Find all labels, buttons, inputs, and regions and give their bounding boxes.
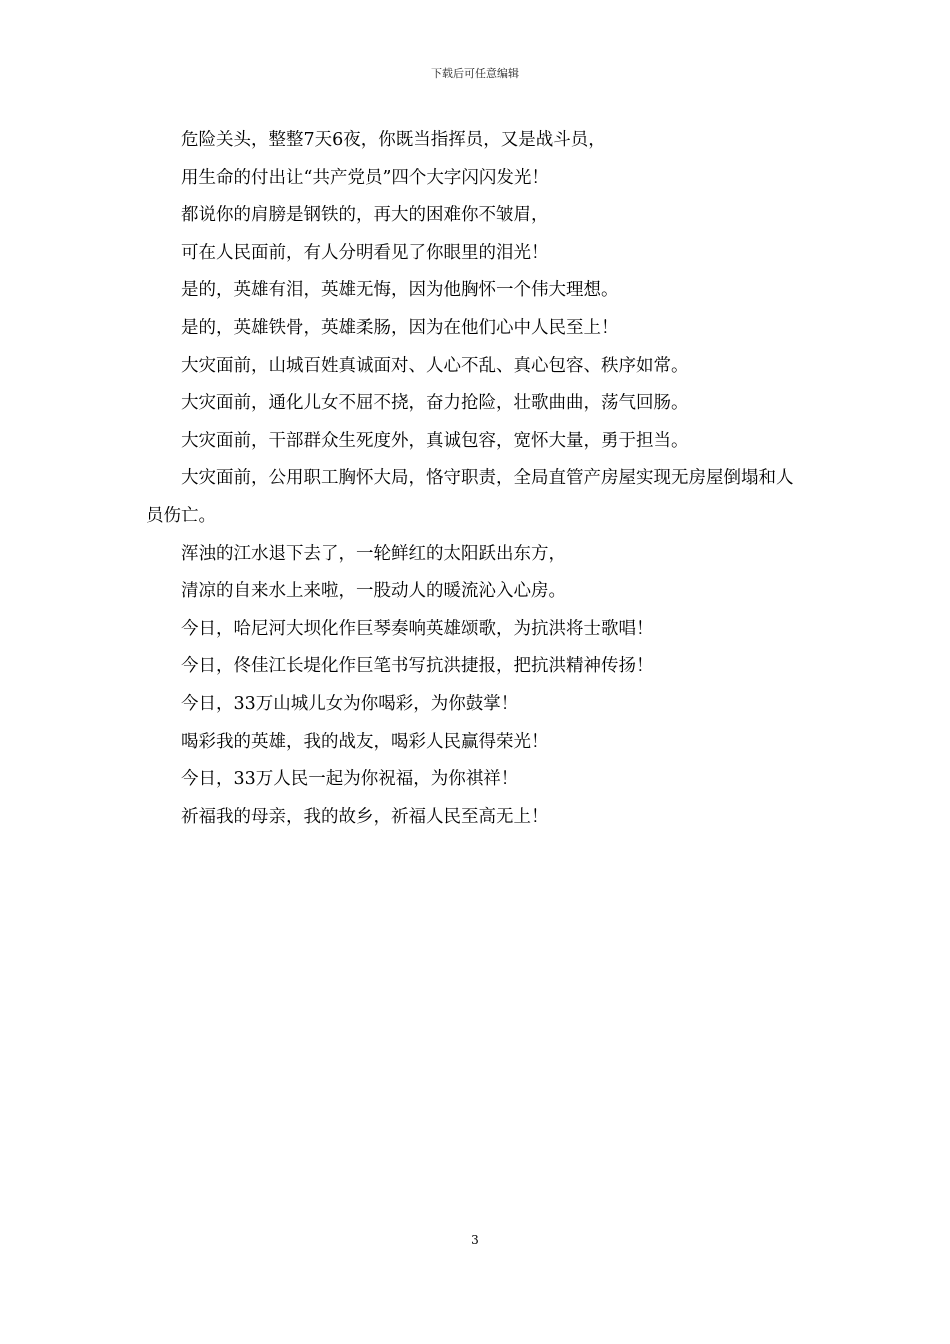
paragraph: 清凉的自来水上来啦，一股动人的暖流沁入心房。 (181, 581, 566, 602)
paragraph: 今日，哈尼河大坝化作巨琴奏响英雄颂歌，为抗洪将士歌唱！ (181, 618, 654, 639)
paragraph: 用生命的付出让“共产党员”四个大字闪闪发光！ (181, 167, 549, 188)
paragraph: 今日，33万山城儿女为你喝彩，为你鼓掌！ (181, 693, 519, 714)
paragraph: 今日，佟佳江长堤化作巨笔书写抗洪捷报，把抗洪精神传扬！ (181, 656, 654, 677)
page-number: 3 (471, 1233, 479, 1247)
page-header: 下载后可任意编辑 (431, 67, 519, 80)
paragraph: 喝彩我的英雄，我的战友，喝彩人民赢得荣光！ (181, 731, 549, 752)
paragraph: 危险关头，整整7天6夜，你既当指挥员，又是战斗员， (181, 130, 606, 150)
paragraph: 是的，英雄有泪，英雄无悔，因为他胸怀一个伟大理想。 (181, 280, 619, 301)
paragraph: 大灾面前，干部群众生死度外，真诚包容，宽怀大量，勇于担当。 (181, 430, 689, 451)
paragraph: 祈福我的母亲，我的故乡，祈福人民至高无上！ (181, 806, 549, 827)
paragraph: 大灾面前，通化儿女不屈不挠，奋力抢险，壮歌曲曲，荡气回肠。 (181, 393, 689, 414)
paragraph: 浑浊的江水退下去了，一轮鲜红的太阳跃出东方， (181, 543, 566, 564)
paragraph: 大灾面前，山城百姓真诚面对、人心不乱、真心包容、秩序如常。 (181, 355, 689, 376)
paragraph: 大灾面前，公用职工胸怀大局，恪守职责，全局直管产房屋实现无房屋倒塌和人员伤亡。 (146, 468, 794, 526)
paragraph: 可在人民面前，有人分明看见了你眼里的泪光！ (181, 242, 549, 263)
paragraph: 今日，33万人民一起为你祝福，为你祺祥！ (181, 769, 519, 790)
paragraph: 是的，英雄铁骨，英雄柔肠，因为在他们心中人民至上！ (181, 317, 619, 338)
document-body (146, 122, 810, 836)
paragraph: 都说你的肩膀是钢铁的，再大的困难你不皱眉， (181, 205, 549, 226)
